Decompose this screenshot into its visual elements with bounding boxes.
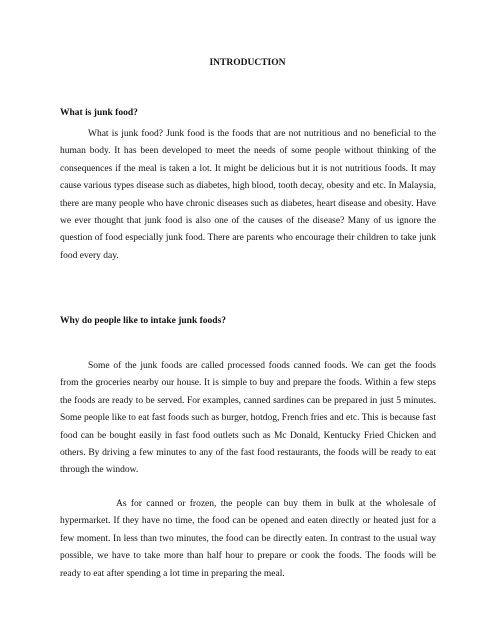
paragraph-canned-frozen: As for canned or frozen, the people can buy them in bulk at the wholesale of hypermarket. If they have no time, the food can be opened and eaten directly or heated just for a few moment. In less than two minutes, the food can be directly eaten. In contrast to the usual way possible, we have to take more than half hour to prepare or cook the foods. The foods will be ready to eat after spending a lot time in preparing the meal.: [60, 499, 436, 579]
document-title: INTRODUCTION: [209, 58, 286, 68]
section-heading-what-is-junk-food: What is junk food?: [60, 108, 138, 118]
paragraph-junk-food-definition: What is junk food? Junk food is the foods that are not nutritious and no beneficial to the human body. It has been developed to meet the needs of some people without thinking of the consequences if the meal is taken a lot. It might be delicious but it is not nutritious foods. It may cause various types disease such as diabetes, high blood, tooth decay, obesity and etc. In Malaysia, there are many people who have chronic diseases such as diabetes, heart disease and obesity. Have we ever thought that junk food is also one of the causes of the disease? Many of us ignore the question of food especially junk food. There are parents who encourage their children to take junk food every day.: [60, 129, 436, 261]
section-heading-why-people-intake: Why do people like to intake junk foods?: [60, 316, 227, 326]
paragraph-processed-foods: Some of the junk foods are called processed foods canned foods. We can get the foods from the groceries nearby our house. It is simple to buy and prepare the foods. Within a few steps the foods are ready to be served. For examples, canned sardines can be prepared in just 5 minutes. Some people like to eat fast foods such as burger, hotdog, French fries and etc. This is because fast food can be bought easily in fast food outlets such as Mc Donald, Kentucky Fried Chicken and others. By driving a few minutes to any of the fast food restaurants, the foods will be ready to eat through the window.: [60, 361, 436, 476]
